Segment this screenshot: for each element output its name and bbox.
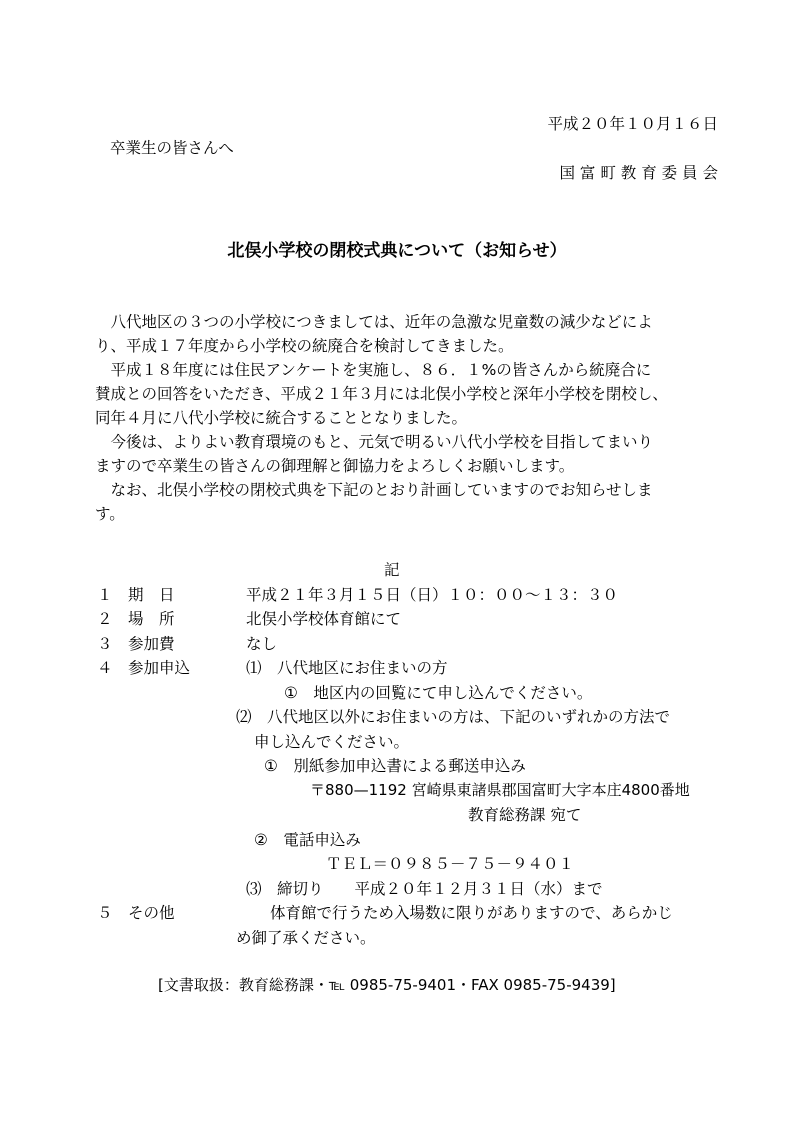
- body-line: 同年４月に八代小学校に統合することとなりました。: [95, 409, 468, 427]
- body-line: 賛成との回答をいただき、平成２１年３月には北俣小学校と深年小学校を閉校し、: [95, 385, 668, 403]
- sub-item: ① 別紙参加申込書による郵送申込み: [264, 757, 526, 775]
- sub-item: ⑴ 八代地区にお住まいの方: [246, 659, 448, 677]
- item-label: 参加申込: [128, 659, 191, 677]
- sub-item: 申し込んでください。: [254, 733, 410, 751]
- item-label: 参加費: [128, 635, 175, 653]
- sender: 国 富 町 教 育 委 員 会: [559, 164, 718, 182]
- item-number: ２: [97, 610, 113, 628]
- body-text: [95, 310, 720, 526]
- body-line: ますので卒業生の皆さんの御理解と御協力をよろしくお願いします。: [95, 457, 575, 475]
- sub-item: ⑵ 八代地区以外にお住まいの方は、下記のいずれかの方法で: [236, 708, 671, 726]
- body-line: なお、北俣小学校の閉校式典を下記のとおり計画していますのでお知らせしま: [95, 481, 653, 499]
- item-value: め御了承ください。: [236, 929, 376, 947]
- body-line: 八代地区の３つの小学校につきましては、近年の急激な児童数の減少などによ: [95, 313, 653, 331]
- item-label: 期 日: [128, 586, 175, 604]
- ki-mark: 記: [384, 561, 400, 579]
- item-value: 平成２１年３月１５日（日）１０：００〜１３：３０: [246, 586, 619, 604]
- deadline: ⑶ 締切り 平成２０年１２月３１日（水）まで: [246, 880, 603, 898]
- item-number: １: [97, 586, 113, 604]
- document-title: 北俣小学校の閉校式典について（お知らせ）: [227, 241, 567, 261]
- body-line: す。: [95, 505, 125, 523]
- item-value: 体育館で行うため入場数に限りがありますので、あらかじ: [270, 904, 673, 922]
- item-value: 北俣小学校体育館にて: [246, 610, 402, 628]
- item-number: ４: [97, 659, 113, 677]
- mail-department: 教育総務課 宛て: [468, 806, 582, 824]
- mail-address: 〒880—1192 宮崎県東諸県郡国富町大字本庄4800番地: [310, 781, 690, 799]
- item-value: なし: [246, 635, 278, 653]
- body-line: り、平成１７年度から小学校の統廃合を検討してきました。: [95, 337, 514, 355]
- sub-item: ① 地区内の回覧にて申し込んでください。: [284, 684, 593, 702]
- item-label: 場 所: [128, 610, 175, 628]
- document-footer: [文書取扱：教育総務課・℡ 0985-75-9401・FAX 0985-75-9439]: [158, 976, 616, 994]
- recipient: 卒業生の皆さんへ: [110, 139, 234, 157]
- telephone-number: ＴＥＬ＝０９８５－７５－９４０１: [326, 855, 575, 873]
- document-date: 平成２０年１０月１６日: [547, 115, 718, 133]
- sub-item: ② 電話申込み: [254, 831, 361, 849]
- body-line: 今後は、よりよい教育環境のもと、元気で明るい八代小学校を目指してまいり: [95, 433, 654, 451]
- item-label: その他: [128, 904, 175, 922]
- item-number: ５: [97, 904, 113, 922]
- item-number: ３: [97, 635, 113, 653]
- body-line: 平成１８年度には住民アンケートを実施し、８６．１%の皆さんから統廃合に: [95, 361, 652, 379]
